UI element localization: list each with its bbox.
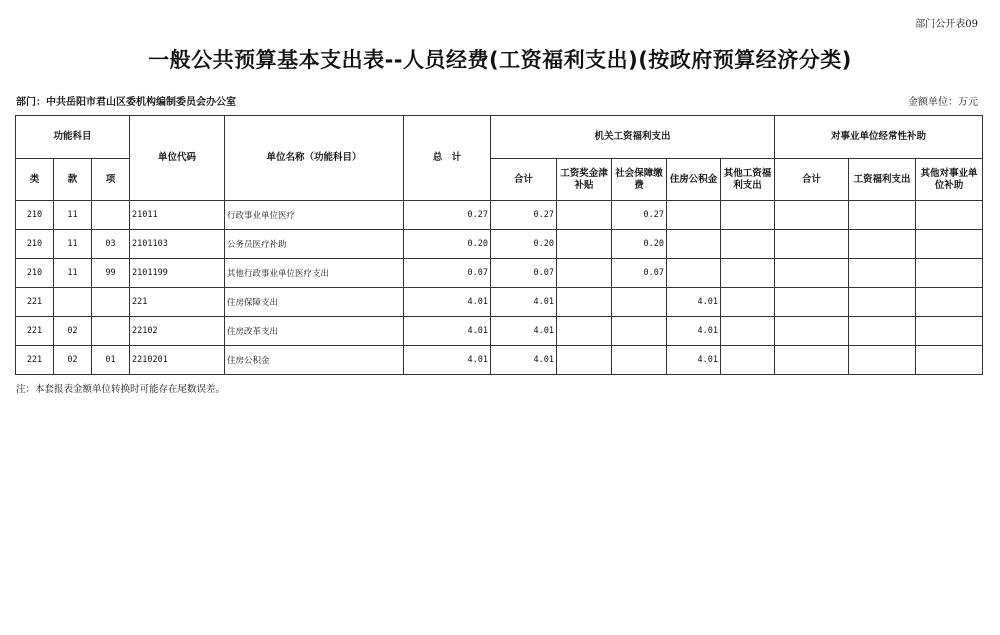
cell-name: 行政事业单位医疗	[225, 201, 404, 230]
cell-code: 2210201	[130, 346, 225, 375]
cell-inst-total	[775, 288, 849, 317]
cell-total: 0.27	[404, 201, 491, 230]
cell-lei: 221	[16, 346, 54, 375]
cell-org-other	[721, 230, 775, 259]
header-inst-welfare: 工资福利支出	[849, 159, 916, 201]
header-total: 总 计	[404, 116, 491, 201]
header-inst-other: 其他对事业单位补助	[916, 159, 983, 201]
header-kuan: 款	[54, 159, 92, 201]
cell-inst-welfare	[849, 346, 916, 375]
table-row	[16, 230, 983, 259]
cell-org-total: 0.20	[491, 230, 557, 259]
cell-lei: 221	[16, 288, 54, 317]
cell-org-other	[721, 317, 775, 346]
cell-org-total: 4.01	[491, 346, 557, 375]
cell-org-bonus	[557, 346, 612, 375]
cell-inst-total	[775, 346, 849, 375]
cell-inst-other	[916, 201, 983, 230]
amount-unit-label: 金额单位：万元	[908, 97, 978, 108]
cell-kuan: 11	[54, 201, 92, 230]
cell-lei: 210	[16, 259, 54, 288]
cell-org-social: 0.27	[612, 201, 667, 230]
cell-name: 其他行政事业单位医疗支出	[225, 259, 404, 288]
cell-inst-other	[916, 317, 983, 346]
cell-org-housing	[667, 259, 721, 288]
cell-inst-welfare	[849, 259, 916, 288]
cell-org-social: 0.20	[612, 230, 667, 259]
cell-name: 住房保障支出	[225, 288, 404, 317]
table-row	[16, 259, 983, 288]
header-func-subject: 功能科目	[16, 116, 130, 159]
cell-inst-total	[775, 230, 849, 259]
cell-inst-other	[916, 346, 983, 375]
cell-xiang	[92, 317, 130, 346]
expenditure-table	[15, 115, 983, 375]
cell-org-housing	[667, 230, 721, 259]
cell-org-other	[721, 288, 775, 317]
cell-total: 0.20	[404, 230, 491, 259]
cell-xiang: 99	[92, 259, 130, 288]
cell-org-social	[612, 288, 667, 317]
header-org-welfare-group: 机关工资福利支出	[491, 116, 775, 159]
cell-xiang	[92, 201, 130, 230]
cell-lei: 221	[16, 317, 54, 346]
header-org-other: 其他工资福利支出	[721, 159, 775, 201]
cell-code: 2101103	[130, 230, 225, 259]
cell-inst-welfare	[849, 288, 916, 317]
header-org-social: 社会保障缴费	[612, 159, 667, 201]
cell-org-housing: 4.01	[667, 288, 721, 317]
cell-org-bonus	[557, 288, 612, 317]
header-org-bonus: 工资奖金津补贴	[557, 159, 612, 201]
cell-code: 2101199	[130, 259, 225, 288]
cell-org-housing: 4.01	[667, 346, 721, 375]
cell-kuan: 02	[54, 317, 92, 346]
cell-inst-total	[775, 259, 849, 288]
cell-code: 22102	[130, 317, 225, 346]
cell-org-other	[721, 201, 775, 230]
cell-inst-other	[916, 288, 983, 317]
table-row	[16, 288, 983, 317]
cell-total: 4.01	[404, 346, 491, 375]
cell-inst-welfare	[849, 317, 916, 346]
cell-code: 221	[130, 288, 225, 317]
header-org-total: 合计	[491, 159, 557, 201]
cell-kuan: 11	[54, 259, 92, 288]
cell-org-housing	[667, 201, 721, 230]
cell-inst-other	[916, 259, 983, 288]
cell-total: 4.01	[404, 288, 491, 317]
cell-org-social	[612, 346, 667, 375]
cell-inst-total	[775, 201, 849, 230]
footnote: 注：本套报表金额单位转换时可能存在尾数误差。	[16, 384, 226, 395]
header-inst-subsidy-group: 对事业单位经常性补助	[775, 116, 983, 159]
cell-org-bonus	[557, 201, 612, 230]
cell-lei: 210	[16, 201, 54, 230]
cell-org-other	[721, 346, 775, 375]
cell-xiang	[92, 288, 130, 317]
header-org-housing: 住房公积金	[667, 159, 721, 201]
header-unit-name: 单位名称（功能科目）	[225, 116, 404, 201]
cell-org-total: 4.01	[491, 317, 557, 346]
cell-org-total: 4.01	[491, 288, 557, 317]
cell-org-other	[721, 259, 775, 288]
cell-org-bonus	[557, 230, 612, 259]
form-number: 部门公开表09	[915, 19, 978, 30]
table-row	[16, 201, 983, 230]
cell-inst-other	[916, 230, 983, 259]
cell-xiang: 03	[92, 230, 130, 259]
table-row	[16, 346, 983, 375]
cell-kuan: 02	[54, 346, 92, 375]
cell-lei: 210	[16, 230, 54, 259]
page-title: 一般公共预算基本支出表--人员经费(工资福利支出)(按政府预算经济分类)	[148, 48, 852, 72]
header-lei: 类	[16, 159, 54, 201]
table-row	[16, 317, 983, 346]
cell-org-housing: 4.01	[667, 317, 721, 346]
cell-org-social	[612, 317, 667, 346]
cell-name: 住房公积金	[225, 346, 404, 375]
cell-org-total: 0.27	[491, 201, 557, 230]
cell-name: 住房改革支出	[225, 317, 404, 346]
cell-inst-welfare	[849, 201, 916, 230]
cell-org-total: 0.07	[491, 259, 557, 288]
cell-code: 21011	[130, 201, 225, 230]
cell-inst-total	[775, 317, 849, 346]
cell-kuan	[54, 288, 92, 317]
cell-xiang: 01	[92, 346, 130, 375]
header-xiang: 项	[92, 159, 130, 201]
cell-name: 公务员医疗补助	[225, 230, 404, 259]
header-inst-total: 合计	[775, 159, 849, 201]
cell-org-bonus	[557, 259, 612, 288]
department-label: 部门：中共岳阳市君山区委机构编制委员会办公室	[16, 97, 236, 108]
cell-org-social: 0.07	[612, 259, 667, 288]
cell-total: 0.07	[404, 259, 491, 288]
cell-total: 4.01	[404, 317, 491, 346]
cell-kuan: 11	[54, 230, 92, 259]
cell-inst-welfare	[849, 230, 916, 259]
cell-org-bonus	[557, 317, 612, 346]
header-unit-code: 单位代码	[130, 116, 225, 201]
